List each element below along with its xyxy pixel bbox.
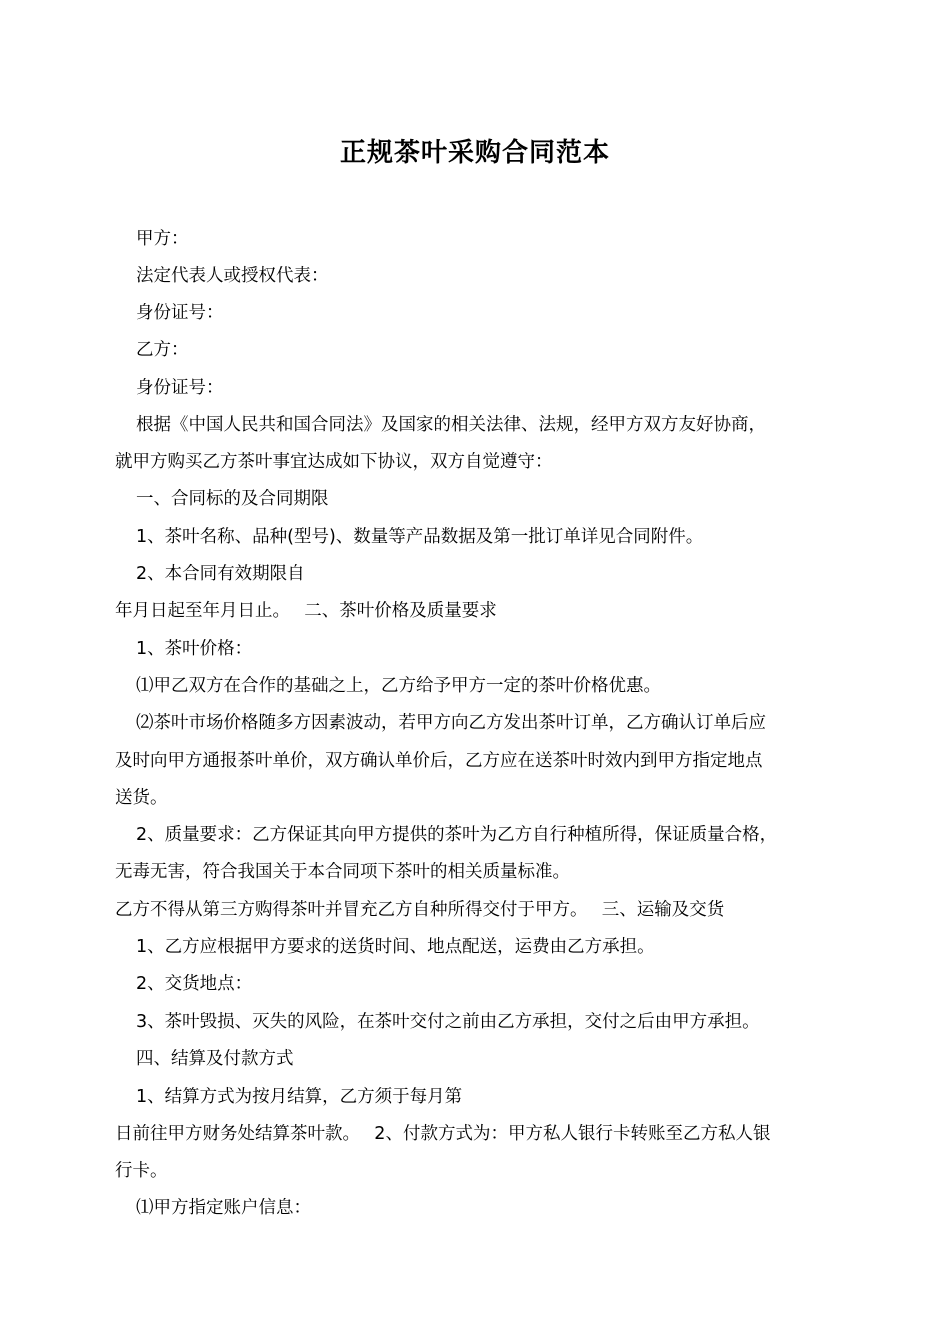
party-b-line: 乙方： [136,340,189,360]
clause-2-1-item-2-line-3: 送货。 [115,788,168,808]
clause-4-2-cont: 行卡。 [115,1161,168,1181]
party-b-id-line: 身份证号： [136,378,224,398]
section-4-heading: 四、结算及付款方式 [136,1049,294,1069]
preamble-line-2: 就甲方购买乙方茶叶事宜达成如下协议，双方自觉遵守： [115,452,553,472]
clause-3-2: 2、交货地点： [136,974,253,994]
clause-2-2-line-3-and-section-3-heading: 乙方不得从第三方购得茶叶并冒充乙方自种所得交付于甲方。 三、运输及交货 [115,900,725,920]
clause-3-1: 1、乙方应根据甲方要求的送货时间、地点配送，运费由乙方承担。 [136,937,655,957]
clause-2-1: 1、茶叶价格： [136,639,253,659]
clause-2-1-item-1: ⑴甲乙双方在合作的基础之上，乙方给予甲方一定的茶叶价格优惠。 [136,676,661,696]
clause-4-1: 1、结算方式为按月结算，乙方须于每月第 [136,1087,463,1107]
clause-1-2: 2、本合同有效期限自 [136,564,305,584]
document-title: 正规茶叶采购合同范本 [339,138,610,168]
term-and-section-2-heading: 年月日起至年月日止。 二、茶叶价格及质量要求 [115,601,497,621]
party-a-line: 甲方： [136,229,189,249]
clause-4-2-item-1: ⑴甲方指定账户信息： [136,1198,311,1218]
preamble-line-1: 根据《中国人民共和国合同法》及国家的相关法律、法规，经甲方双方友好协商， [136,415,766,435]
party-a-id-line: 身份证号： [136,303,224,323]
clause-2-1-item-2-line-1: ⑵茶叶市场价格随多方因素波动，若甲方向乙方发出茶叶订单，乙方确认订单后应 [136,713,766,733]
clause-2-2-line-2: 无毒无害，符合我国关于本合同项下茶叶的相关质量标准。 [115,862,570,882]
clause-2-2-line-1: 2、质量要求：乙方保证其向甲方提供的茶叶为乙方自行种植所得，保证质量合格， [136,825,778,845]
clause-3-3: 3、茶叶毁损、灭失的风险，在茶叶交付之前由乙方承担，交付之后由甲方承担。 [136,1012,760,1032]
section-1-heading: 一、合同标的及合同期限 [136,489,329,509]
legal-representative-line: 法定代表人或授权代表： [136,266,329,286]
clause-4-1-cont-and-clause-4-2: 日前往甲方财务处结算茶叶款。 2、付款方式为：甲方私人银行卡转账至乙方私人银 [115,1124,771,1144]
clause-2-1-item-2-line-2: 及时向甲方通报茶叶单价，双方确认单价后，乙方应在送茶叶时效内到甲方指定地点 [115,751,763,771]
clause-1-1: 1、茶叶名称、品种(型号)、数量等产品数据及第一批订单详见合同附件。 [136,527,704,547]
